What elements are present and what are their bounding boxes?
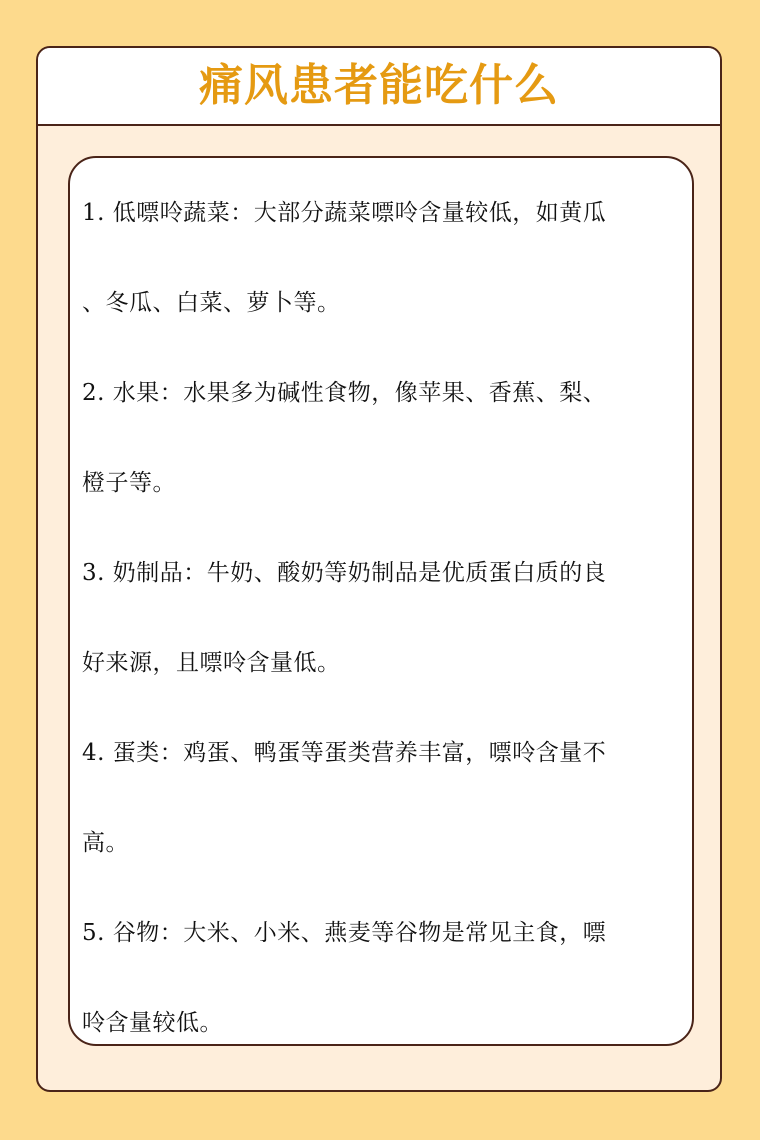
list-item-continuation [82, 438, 674, 528]
item-text-line: 橙子等。 [82, 470, 176, 496]
item-text-line: 、冬瓜、白菜、萝卜等。 [82, 290, 341, 316]
list-item [82, 168, 674, 258]
item-number: 3. [82, 560, 105, 586]
item-text-line: 高。 [82, 830, 129, 856]
item-text-line: 好来源，且嘌呤含量低。 [82, 650, 341, 676]
content-card [68, 156, 694, 1046]
outer-card [36, 46, 722, 1092]
list-item [82, 708, 674, 798]
item-text-line: 谷物：大米、小米、燕麦等谷物是常见主食，嘌 [112, 920, 607, 946]
list-item [82, 348, 674, 438]
list-item-continuation [82, 258, 674, 348]
list-item [82, 888, 674, 978]
item-text-line: 奶制品：牛奶、酸奶等奶制品是优质蛋白质的良 [112, 560, 607, 586]
item-number: 5. [82, 920, 105, 946]
list-item-continuation [82, 618, 674, 708]
item-number: 2. [82, 380, 105, 406]
list-item-continuation [82, 978, 674, 1046]
item-text-line: 水果：水果多为碱性食物，像苹果、香蕉、梨、 [112, 380, 607, 406]
title-bar [38, 48, 720, 126]
item-number: 4. [82, 740, 105, 766]
list-item [82, 528, 674, 618]
item-text-line: 呤含量较低。 [82, 1010, 223, 1036]
item-text-line: 蛋类：鸡蛋、鸭蛋等蛋类营养丰富，嘌呤含量不 [112, 740, 607, 766]
page-title: 痛风患者能吃什么 [199, 60, 559, 111]
item-number: 1. [82, 200, 105, 226]
item-text-line: 低嘌呤蔬菜：大部分蔬菜嘌呤含量较低，如黄瓜 [112, 200, 607, 226]
list-item-continuation [82, 798, 674, 888]
